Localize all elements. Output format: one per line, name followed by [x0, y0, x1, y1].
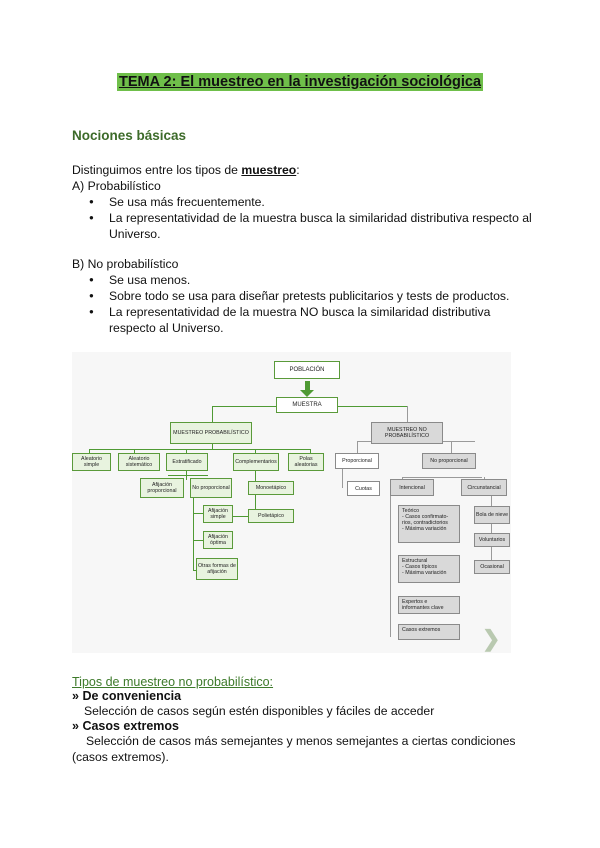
- emphasis-muestreo: muestreo: [241, 163, 297, 177]
- item-text: Selección de casos según estén disponibles y fáciles de acceder: [84, 704, 435, 718]
- node-otras-formas-afijacion: Otras formas de afijación: [196, 558, 238, 580]
- noprob-block: [72, 256, 532, 336]
- node-estructural: Estructural - Casos típicos - Máxima variación: [398, 555, 460, 583]
- node-polas-aleatorias: Polas aleatorias: [288, 453, 324, 471]
- tipos-list: [72, 689, 532, 765]
- node-cuotas: Cuotas: [347, 481, 380, 496]
- node-complementarios: Complementarios: [233, 453, 279, 471]
- page-title: TEMA 2: El muestreo en la investigación sociológica: [118, 74, 482, 90]
- node-ocasional: Ocasional: [474, 560, 510, 574]
- node-polietapico: Polietápico: [248, 509, 294, 523]
- intro-text: Distinguimos entre los tipos de muestreo:: [72, 163, 300, 177]
- item-title: » De conveniencia: [72, 689, 182, 703]
- arrow-down-icon: [300, 390, 314, 397]
- section-heading: Nociones básicas: [72, 128, 187, 143]
- next-arrow-icon[interactable]: ❯: [482, 626, 501, 651]
- node-teorico: Teórico - Casos confirmato- rios, contradictorios - Máxima variación: [398, 505, 460, 543]
- node-proporcional: Proporcional: [335, 453, 379, 469]
- connector: [168, 475, 208, 476]
- node-monoetapico: Monoetápico: [248, 481, 294, 495]
- connector: [390, 495, 391, 637]
- node-afijacion-proporcional: Afijación proporcional: [140, 478, 184, 498]
- prob-block: [72, 178, 532, 242]
- connector: [407, 406, 408, 423]
- node-afijacion-simple: Afijación simple: [203, 505, 233, 523]
- connector: [193, 498, 194, 570]
- connector: [193, 513, 203, 514]
- list-item: ● Se usa menos.: [72, 272, 532, 288]
- node-muestra: MUESTRA: [276, 397, 338, 413]
- connector: [193, 540, 203, 541]
- node-no-proporcional: No proporcional: [190, 478, 232, 498]
- node-aleatorio-simple: Aleatorio simple: [72, 453, 111, 471]
- node-aleatorio-sistematico: Aleatorio sistemático: [118, 453, 160, 471]
- node-afijacion-optima: Afijación óptima: [203, 531, 233, 549]
- connector: [357, 441, 358, 453]
- item-text: Selección de casos más semejantes y menos semejantes a ciertas condiciones (casos extremos).: [72, 734, 516, 764]
- node-bola-nieve: Bola de nieve: [474, 506, 510, 524]
- node-muestreo-no-probabilistico: MUESTREO NO PROBABILÍSTICO: [371, 422, 443, 444]
- prob-heading: A) Probabilístico: [72, 179, 161, 193]
- list-item: ● La representatividad de la muestra NO busca la similaridad distributiva respecto al Universo.: [72, 304, 532, 336]
- connector: [89, 449, 311, 450]
- node-expertos: Expertos e informantes clave: [398, 596, 460, 614]
- connector: [212, 406, 213, 423]
- item-title: » Casos extremos: [72, 719, 180, 733]
- noprob-heading: B) No probabilístico: [72, 257, 179, 271]
- node-muestreo-probabilistico: MUESTREO PROBABILÍSTICO: [170, 422, 252, 444]
- connector: [342, 468, 343, 488]
- node-no-proporcional-2: No proporcional: [422, 453, 476, 469]
- connector: [402, 477, 482, 478]
- node-intencional: Intencional: [390, 479, 434, 496]
- sampling-diagram: [72, 352, 511, 653]
- list-item: ● Sobre todo se usa para diseñar pretests publicitarios y tests de productos.: [72, 288, 532, 304]
- node-casos-extremos: Casos extremos: [398, 624, 460, 640]
- node-circunstancial: Circunstancial: [461, 479, 507, 496]
- list-item: ● Se usa más frecuentemente.: [72, 194, 532, 210]
- node-voluntarios: Voluntarios: [474, 533, 510, 547]
- node-poblacion: POBLACIÓN: [274, 361, 340, 379]
- list-item: ● La representatividad de la muestra busca la similaridad distributiva respecto al Universo.: [72, 210, 532, 242]
- node-estratificado: Estratificado: [166, 453, 208, 471]
- tipos-heading: Tipos de muestreo no probabilístico:: [72, 675, 274, 689]
- connector: [451, 441, 452, 453]
